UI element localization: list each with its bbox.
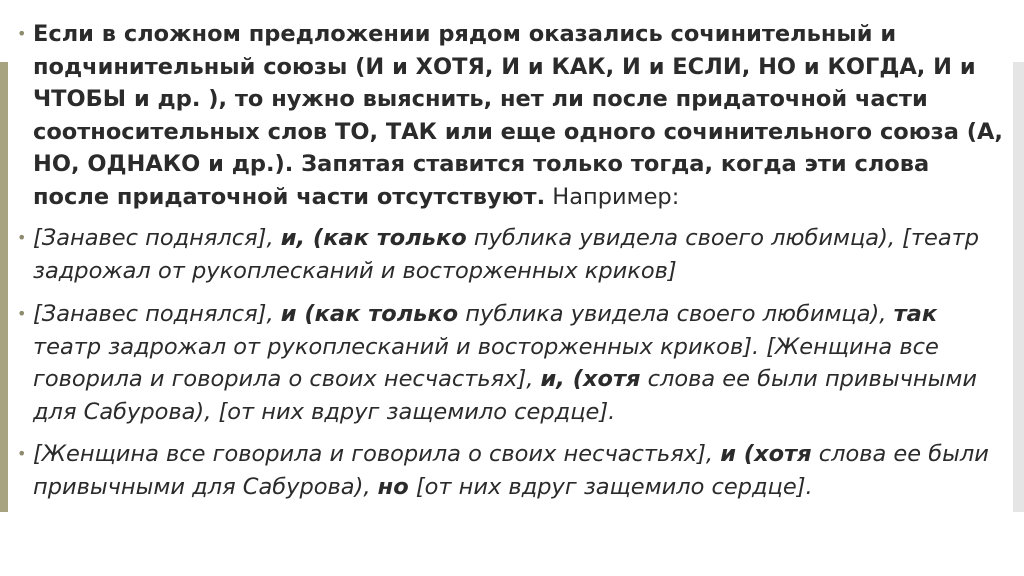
left-accent-bar — [0, 62, 8, 512]
bullet-icon: • — [17, 228, 27, 247]
example-text: публика увидела своего любимца), [театр задрожал от рукоплесканий и восторженных криков] — [33, 225, 980, 284]
example-text: слова ее были привычными для Сабурова), — [33, 441, 989, 500]
slide-content — [14, 18, 1004, 511]
example-text: [Занавес поднялся], — [33, 301, 281, 327]
rule-example-label: Например: — [545, 183, 680, 210]
example-text: слова ее были привычными для Сабурова), [от них вдруг защемило сердце]. — [33, 366, 977, 425]
bullet-example-1 — [14, 222, 1004, 287]
example-text: [Женщина все говорила и говорила о своих несчастьях], — [33, 441, 721, 467]
example-text: публика увидела своего любимца), — [458, 301, 894, 327]
example-conjunction: но — [377, 473, 409, 500]
bullet-icon: • — [17, 444, 27, 463]
example-text: театр задрожал от рукоплесканий и восторженных криков]. [Женщина все говорила и говорила о своих несчастьях], — [33, 333, 939, 392]
example-text: [Занавес поднялся], — [33, 225, 281, 251]
bullet-icon: • — [17, 304, 27, 323]
example-conjunction: и, (хотя — [540, 366, 641, 392]
bullet-rule — [14, 18, 1004, 213]
right-side-bar — [1013, 62, 1024, 512]
example-conjunction: и (хотя — [720, 441, 812, 467]
example-conjunction: и (как только — [280, 301, 459, 327]
example-text: [от них вдруг защемило сердце]. — [408, 473, 813, 500]
bullet-example-3 — [14, 438, 1004, 503]
example-correlative-word: так — [893, 301, 938, 327]
bullet-icon: • — [17, 24, 27, 43]
bullet-example-2 — [14, 298, 1004, 428]
rule-text: Если в сложном предложении рядом оказались сочинительный и подчинительный союзы (И и ХОТЯ, И и КАК, И и ЕСЛИ, НО и КОГДА, И и ЧТОБЫ и др. ), то нужно выяснить, нет ли после придаточной части соотносительных слов ТО, ТАК или еще одного сочинительного союза (А, НО, ОДНАКО и др.). Запятая ставится только тогда, когда эти слова после придаточной части отсутствуют. — [33, 21, 1003, 210]
example-conjunction: и, (как только — [280, 225, 467, 251]
